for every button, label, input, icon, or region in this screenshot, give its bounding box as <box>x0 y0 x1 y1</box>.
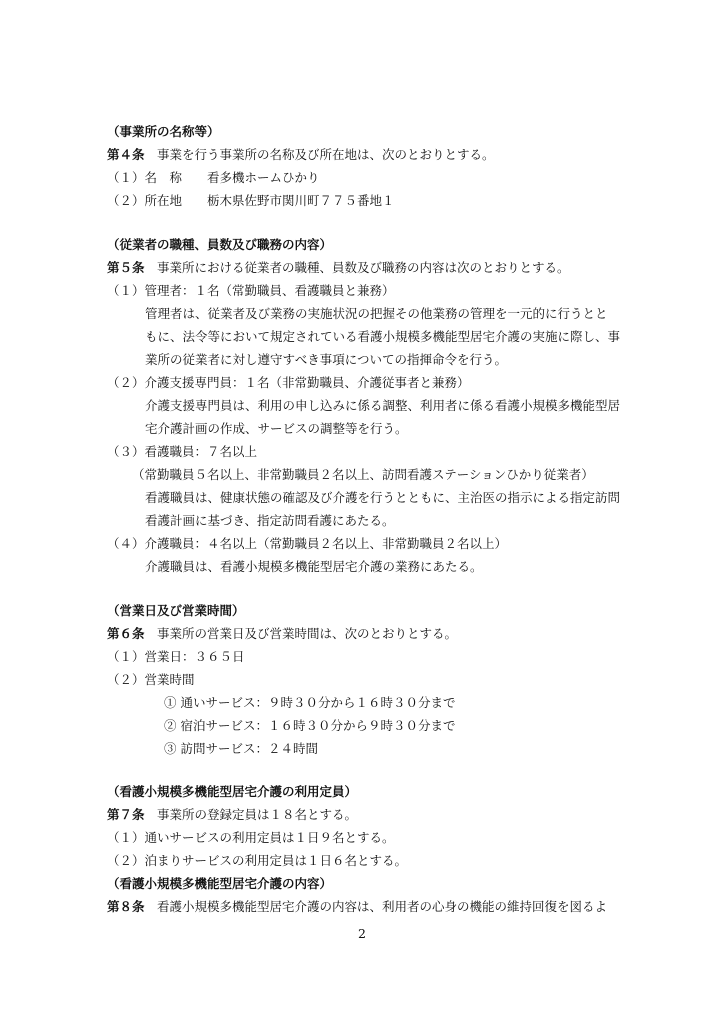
article-text: 事業所の営業日及び営業時間は、次のとおりとする。 <box>157 626 458 641</box>
section-heading-business-hours: （営業日及び営業時間） <box>107 603 245 618</box>
list-item: （１）管理者：１名（常勤職員、看護職員と兼務） <box>107 283 395 298</box>
list-item: （１）名 称 看多機ホームひかり <box>107 170 320 185</box>
article-number: 第５条 <box>107 260 145 275</box>
paragraph-line: 業所の従業者に対し遵守すべき事項についての指揮命令を行う。 <box>145 352 508 367</box>
list-item: （２）泊まりサービスの利用定員は１日６名とする。 <box>107 853 408 868</box>
section-heading-capacity: （看護小規模多機能型居宅介護の利用定員） <box>107 784 358 799</box>
list-item: （４）介護職員：４名以上（常勤職員２名以上、非常勤職員２名以上） <box>107 536 508 551</box>
article-number: 第４条 <box>107 147 145 162</box>
list-item: （１）営業日：３６５日 <box>107 649 245 664</box>
section-heading-staff: （従業者の職種、員数及び職務の内容） <box>107 237 333 252</box>
hours-item: ③ 訪問サービス：２４時間 <box>164 741 318 756</box>
paragraph-line: 宅介護計画の作成、サービスの調整等を行う。 <box>145 421 408 436</box>
paragraph-line: 看護計画に基づき、指定訪問看護にあたる。 <box>145 513 395 528</box>
article-8 <box>107 899 607 915</box>
article-number: 第６条 <box>107 626 145 641</box>
section-heading-facility-name: （事業所の名称等） <box>107 124 220 139</box>
paragraph-line: 管理者は、従業者及び業務の実施状況の把握その他業務の管理を一元的に行うとと <box>145 306 608 321</box>
page-number: 2 <box>358 926 366 941</box>
hours-item: ① 通いサービス：９時３０分から１６時３０分まで <box>164 695 456 710</box>
article-7 <box>107 807 357 823</box>
list-item: （２）介護支援専門員：１名（非常勤職員、介護従事者と兼務） <box>107 375 470 390</box>
hours-item: ② 宿泊サービス：１６時３０分から９時３０分まで <box>164 718 456 733</box>
paragraph-line: 看護職員は、健康状態の確認及び介護を行うとともに、主治医の指示による指定訪問 <box>145 490 621 505</box>
list-item: （３）看護職員：７名以上 <box>107 444 258 459</box>
article-text: 事業を行う事業所の名称及び所在地は、次のとおりとする。 <box>157 147 495 162</box>
article-6 <box>107 626 457 642</box>
paragraph-line: （常勤職員５名以上、非常勤職員２名以上、訪問看護ステーションひかり従業者） <box>132 467 594 482</box>
article-number: 第８条 <box>107 899 145 914</box>
article-5 <box>107 260 570 276</box>
article-text: 事業所の登録定員は１８名とする。 <box>157 807 358 822</box>
paragraph-line: 介護支援専門員は、利用の申し込みに係る調整、利用者に係る看護小規模多機能型居 <box>145 398 621 413</box>
list-item: （２）所在地 栃木県佐野市関川町７７５番地１ <box>107 193 395 208</box>
article-4 <box>107 147 495 163</box>
list-item: （２）営業時間 <box>107 672 195 687</box>
paragraph-line: 介護職員は、看護小規模多機能型居宅介護の業務にあたる。 <box>145 559 483 574</box>
article-text: 事業所における従業者の職種、員数及び職務の内容は次のとおりとする。 <box>157 260 570 275</box>
paragraph-line: もに、法令等において規定されている看護小規模多機能型居宅介護の実施に際し、事 <box>145 329 621 344</box>
article-text: 看護小規模多機能型居宅介護の内容は、利用者の心身の機能の維持回復を図るよ <box>157 899 608 914</box>
list-item: （１）通いサービスの利用定員は１日９名とする。 <box>107 830 395 845</box>
section-heading-service-content: （看護小規模多機能型居宅介護の内容） <box>107 876 333 891</box>
article-number: 第７条 <box>107 807 145 822</box>
